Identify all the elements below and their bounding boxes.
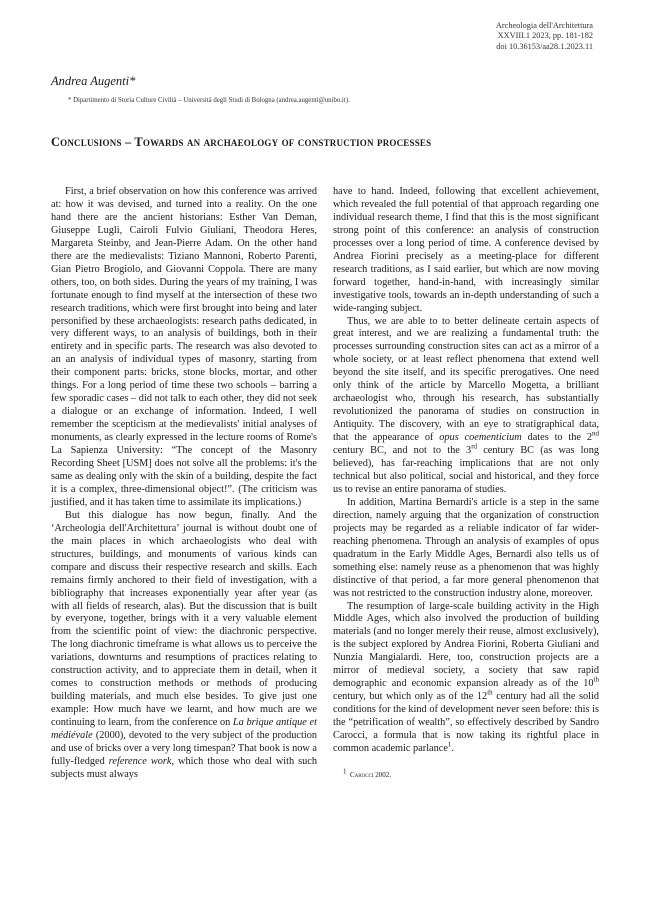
right-column [333, 186, 599, 782]
journal-name: Archeologia dell'Architettura [495, 21, 593, 30]
paragraph: Thus, we are able to to better delineate certain aspects of great interest, and we are realizing a fundamental truth: the processes surrounding construction sites can act as a mirror of a whole society, or at least reflect phenomena that extend well beyond the site itself, and its specific prerogatives. One need only think of the article by Marcello Mogetta, a brilliant archaeologist who, through his research, has substantially revolutionized the panorama of studies on construction in Antiquity. The discovery, with an eye to stratigraphical data, that the appearance of opus coementicium dates to the 2nd century BC, and not to the 3rd century BC (as was long believed), has far-reaching implications that are not only technical but also political, social and historical, and they force us to revise an entire panorama of studies. [333, 315, 599, 495]
paragraph: In addition, Martina Bernardi's article is a step in the same direction, namely arguing that the organization of construction projects may be regarded as a reliable indicator of far wider-reaching phenomena. Through an analysis of examples of opus quadratum in the Early Middle Ages, Bernardi also tells us of something else: namely reuse as a phenomenon that was highly distinctive of that period, a far more general phenomenon that was not restricted to the construction industry alone, moreover. [333, 496, 599, 599]
journal-volume: XXVIII.1 2023, pp. 181-182 [497, 31, 593, 41]
paragraph: But this dialogue has now begun, finally. And the ‘Archeologia dell'Architettura’ journal is without doubt one of the main places in which archaeologists who deal with structures, buildings, and monuments of various kinds can compare and discuss their respective research and skills. Each remains firmly anchored to their field of investigation, with a bibliography that increases exponentially year after year (as with all fields of research, alas). But the discussion that is built by everyone, together, brings with it a very valuable element from the scientific point of view: the diachronic perspective. The long diachronic timeframe is what allows us to perceive the variations, downturns and resumptions of practices relating to construction activity, and to appreciate them in detail, when it comes to construction methods or methods of producing building materials, and much else besides. To give just one example: How much have we learnt, and how much are we continuing to learn, from the conference on La brique antique et médiévale (2000), devoted to the very subject of the production and use of bricks over a very long timespan? That book is now a fully-fledged reference work, which those who deal with such subjects must always [51, 509, 318, 780]
emphasis: reference work [108, 755, 172, 767]
journal-header [496, 21, 593, 52]
footnote-ref: 1 [447, 740, 452, 749]
latin-term: opus coementicium [439, 432, 522, 444]
article-title: Conclusions – Towards an archaeology of construction processes [51, 135, 432, 149]
book-title: La brique antique et médiévale [51, 717, 317, 742]
footnote: $^1$ Carocci 2002. [343, 767, 392, 779]
left-column [51, 186, 317, 782]
paragraph: The resumption of large-scale building activity in the High Middle Ages, which also involved the production of building materials (and no longer merely their reuse, almost exclusively), is the subject explored by Andrea Fiorini, Roberta Giuliani and Nunzia Mangialardi. Here, too, construction projects are a mirror of medieval society, a society that saw rapid demographic and economic expansion already as of the 10th century, but which only as of the 12th century had all the solid conditions for the kind of development never seen before: this is the “petrification of wealth”, so effectively described by Sandro Carocci, a formula that is now taking its rightful place in common academic parlance$^1$. [333, 600, 600, 754]
paragraph: First, a brief observation on how this conference was arrived at: how it was devised, and turned into a reality. On the one hand there are the ancient historians: Esther Van Deman, Giuseppe Lugli, Cairoli Fulvio Giuliani, Theodora Heres, Margareta Steinby, and Jean-Pierre Adam. On the other hand there are the medievalists: Tiziano Mannoni, Roberto Parenti, Gian Pietro Brogiolo, and Giovanni Coppola. There are many others, too, on both sides. During the years of my training, I was fortunate enough to find myself at the intersection of these two research traditions, which were first brought into being and later personified by these archaeologists: research paths dedicated, in very different ways, to an analysis of buildings, both in their entirety and in specific parts. The research was also devoted to an an analysis of individual types of masonry, starting from their component parts: bricks, stone blocks, mortar, and other things. For a long period of time these two schools – barring a few sporadic cases – did not talk to each other, they did not seek a dialogue or an exchange of information. Indeed, I well remember the scepticism at the medievalists' initial analyses of monuments, as clearly expressed in the lecture rooms of Rome's La Sapienza University: “The concept of the Masonry Recording Sheet [USM] does not solve all the problems: it's the same as dealing only with the skin of a building, despite the fact it is a complex, three-dimensional object!”. (The criticism was justified, and it has taken time to assimilate its implications.) [51, 186, 317, 508]
journal-doi: doi 10.36153/aa28.1.2023.11 [496, 41, 593, 51]
author-name: Andrea Augenti* [51, 74, 136, 88]
author-affiliation: * Dipartimento di Storia Culture Civiltà – Università degli Studi di Bologna (andrea.augenti@unibo.it). [68, 97, 350, 104]
paragraph-continued: have to hand. Indeed, following that excellent achievement, which revealed the full potential of that approach regarding one individual research theme, I find that this is the most significant strong point of this conference: an analysis of construction processes over a long period of time. A conference devised by Andrea Fiorini precisely as a meeting-place for different research traditions, as I said earlier, but which are now moving forward together, hand-in-hand, with increasingly similar investigative tools, towards an in-depth understanding of such a wide-ranging subject. [333, 186, 599, 314]
